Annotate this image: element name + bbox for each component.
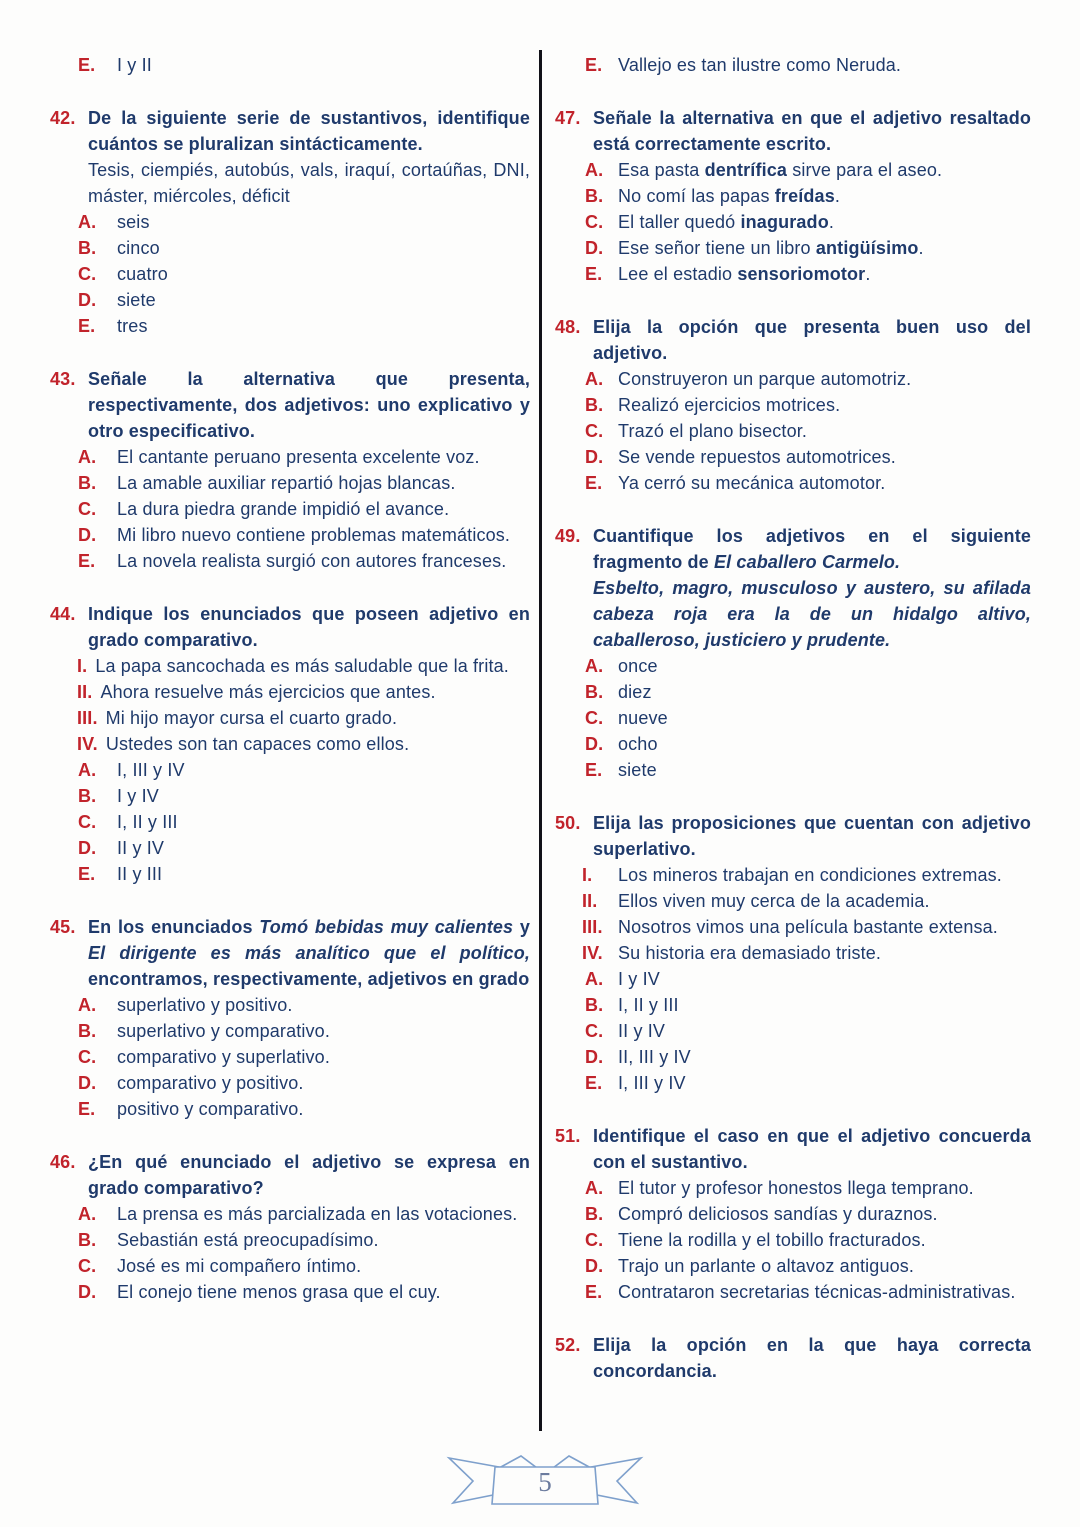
option-A (585, 366, 1031, 392)
option-text: Compró deliciosos sandías y duraznos. (618, 1204, 938, 1224)
roman-text: Nosotros vimos una película bastante extensa. (618, 917, 998, 937)
option-letter: B. (585, 1204, 604, 1224)
question-number: 52. (555, 1335, 581, 1355)
option-D (585, 731, 1031, 757)
option-text: Se vende repuestos automotrices. (618, 447, 896, 467)
roman-text: Ahora resuelve más ejercicios que antes. (100, 682, 436, 702)
option-E (585, 261, 1031, 287)
option-A (585, 1175, 1031, 1201)
roman-item-III (77, 705, 530, 731)
option-C (585, 1018, 1031, 1044)
roman-text: Mi hijo mayor cursa el cuarto grado. (105, 708, 398, 728)
left-column (50, 52, 530, 1305)
option-letter: B. (78, 1021, 97, 1041)
option-letter: E. (78, 864, 96, 884)
option-A (78, 444, 530, 470)
option-text: Trazó el plano bisector. (618, 421, 808, 441)
continued-option (555, 52, 1031, 78)
option-B (585, 183, 1031, 209)
option-B (78, 1227, 530, 1253)
option-letter: A. (585, 969, 604, 989)
option-letter: E. (585, 473, 603, 493)
option-D (78, 835, 530, 861)
question-stem: Elija la opción en la que haya correcta concordancia. (593, 1335, 1031, 1381)
option-A (78, 1201, 530, 1227)
question-number: 42. (50, 108, 76, 128)
question-42 (50, 105, 530, 339)
question-stem: En los enunciados Tomó bebidas muy calientes y El dirigente es más analítico que el político, encontramos, respectivamente, adjetivos en grado (88, 917, 531, 989)
option-letter: E. (78, 551, 96, 571)
page-number-ribbon (445, 1452, 645, 1510)
option-text: Construyeron un parque automotriz. (618, 369, 912, 389)
option-text: I y II (117, 55, 152, 75)
continued-option (50, 52, 530, 78)
option-A (78, 992, 530, 1018)
option-text: positivo y comparativo. (117, 1099, 304, 1119)
option-A (78, 757, 530, 783)
option-letter: D. (78, 1073, 97, 1093)
option-C (78, 261, 530, 287)
option-letter: E. (585, 760, 603, 780)
option-letter: A. (585, 160, 604, 180)
option-text: No comí las papas freídas. (618, 186, 841, 206)
option-E (78, 313, 530, 339)
roman-item-IV (77, 731, 530, 757)
option-text: cuatro (117, 264, 168, 284)
roman-item-II (77, 679, 530, 705)
option-text: II y IV (117, 838, 165, 858)
option-B (585, 1201, 1031, 1227)
option-letter: A. (78, 1204, 97, 1224)
option-B (585, 992, 1031, 1018)
roman-label: III. (582, 917, 603, 937)
option-E (585, 470, 1031, 496)
option-E (585, 1070, 1031, 1096)
question-paragraph: Tesis, ciempiés, autobús, vals, iraquí, cortaúñas, DNI, máster, miércoles, déficit (88, 160, 530, 206)
question-stem: Elija las proposiciones que cuentan con adjetivo superlativo. (593, 813, 1031, 859)
roman-text: Los mineros trabajan en condiciones extremas. (618, 865, 1002, 885)
question-number: 43. (50, 369, 76, 389)
option-text: II y III (117, 864, 163, 884)
option-text: superlativo y positivo. (117, 995, 293, 1015)
question-stem: Cuantifique los adjetivos en el siguiente fragmento de El caballero Carmelo. (593, 526, 1031, 572)
option-text: Ya cerró su mecánica automotor. (618, 473, 886, 493)
option-text: siete (618, 760, 657, 780)
question-number: 49. (555, 526, 581, 546)
option-letter: E. (585, 55, 603, 75)
option-letter: D. (78, 838, 97, 858)
option-text: tres (117, 316, 148, 336)
question-stem: Identifique el caso en que el adjetivo concuerda con el sustantivo. (593, 1126, 1031, 1172)
option-text: El tutor y profesor honestos llega temprano. (618, 1178, 974, 1198)
option-A (585, 157, 1031, 183)
option-D (585, 444, 1031, 470)
option-text: nueve (618, 708, 668, 728)
option-D (78, 287, 530, 313)
question-46 (50, 1149, 530, 1305)
option-letter: B. (585, 395, 604, 415)
option-text: I, III y IV (618, 1073, 686, 1093)
roman-item-II (582, 888, 1031, 914)
roman-text: La papa sancochada es más saludable que la frita. (95, 656, 509, 676)
option-letter: C. (78, 1256, 97, 1276)
option-letter: D. (78, 1282, 97, 1302)
option-D (78, 1279, 530, 1305)
option-D (585, 1044, 1031, 1070)
option-D (78, 522, 530, 548)
option-text: I, II y III (618, 995, 679, 1015)
question-number: 47. (555, 108, 581, 128)
option-letter: A. (78, 212, 97, 232)
option-text: cinco (117, 238, 160, 258)
option-text: El cantante peruano presenta excelente voz. (117, 447, 480, 467)
option-letter: B. (585, 995, 604, 1015)
option-E (78, 52, 530, 78)
roman-label: I. (77, 656, 88, 676)
question-45 (50, 914, 530, 1122)
option-letter: E. (78, 316, 96, 336)
option-B (78, 783, 530, 809)
option-letter: B. (78, 238, 97, 258)
option-E (585, 1279, 1031, 1305)
option-B (78, 235, 530, 261)
roman-item-I (582, 862, 1031, 888)
option-C (585, 418, 1031, 444)
option-text: Vallejo es tan ilustre como Neruda. (618, 55, 902, 75)
option-letter: A. (585, 369, 604, 389)
page-number: 5 (538, 1467, 552, 1497)
option-letter: D. (585, 1256, 604, 1276)
option-letter: B. (78, 473, 97, 493)
option-letter: A. (78, 760, 97, 780)
question-49 (555, 523, 1031, 783)
option-letter: B. (585, 682, 604, 702)
option-B (585, 679, 1031, 705)
option-letter: B. (78, 786, 97, 806)
option-letter: D. (78, 290, 97, 310)
question-stem: Señale la alternativa que presenta, respectivamente, dos adjetivos: uno explicativo y otro especificativo. (88, 369, 530, 441)
option-C (78, 809, 530, 835)
option-letter: A. (78, 447, 97, 467)
question-stem: Indique los enunciados que poseen adjetivo en grado comparativo. (88, 604, 530, 650)
option-text: ocho (618, 734, 658, 754)
option-letter: E. (585, 1073, 603, 1093)
roman-text: Su historia era demasiado triste. (618, 943, 882, 963)
option-A (585, 653, 1031, 679)
option-text: Tiene la rodilla y el tobillo fracturados. (618, 1230, 926, 1250)
roman-label: IV. (582, 943, 603, 963)
question-47 (555, 105, 1031, 287)
question-stem: De la siguiente serie de sustantivos, identifique cuántos se pluralizan sintácticamente. (88, 108, 530, 154)
option-C (585, 1227, 1031, 1253)
option-A (78, 209, 530, 235)
option-text: La dura piedra grande impidió el avance. (117, 499, 450, 519)
option-letter: D. (585, 734, 604, 754)
option-C (78, 496, 530, 522)
option-C (78, 1044, 530, 1070)
option-letter: D. (585, 1047, 604, 1067)
question-43 (50, 366, 530, 574)
option-text: El taller quedó inagurado. (618, 212, 834, 232)
question-number: 45. (50, 917, 76, 937)
option-text: diez (618, 682, 652, 702)
option-C (585, 209, 1031, 235)
option-text: comparativo y positivo. (117, 1073, 304, 1093)
option-letter: A. (78, 995, 97, 1015)
roman-label: I. (582, 865, 593, 885)
column-divider (539, 50, 542, 1431)
question-51 (555, 1123, 1031, 1305)
question-50 (555, 810, 1031, 1096)
option-text: Lee el estadio sensoriomotor. (618, 264, 871, 284)
option-C (78, 1253, 530, 1279)
question-44 (50, 601, 530, 887)
option-text: Contrataron secretarias técnicas-administrativas. (618, 1282, 1016, 1302)
option-text: I, III y IV (117, 760, 185, 780)
roman-label: III. (77, 708, 98, 728)
question-48 (555, 314, 1031, 496)
option-E (78, 548, 530, 574)
option-letter: E. (78, 55, 96, 75)
option-text: La amable auxiliar repartió hojas blancas. (117, 473, 456, 493)
option-text: II, III y IV (618, 1047, 691, 1067)
option-text: superlativo y comparativo. (117, 1021, 330, 1041)
option-letter: D. (78, 525, 97, 545)
option-A (585, 966, 1031, 992)
option-letter: C. (78, 499, 97, 519)
option-letter: B. (585, 186, 604, 206)
option-text: José es mi compañero íntimo. (117, 1256, 362, 1276)
option-D (585, 235, 1031, 261)
option-letter: E. (78, 1099, 96, 1119)
option-text: siete (117, 290, 156, 310)
option-E (78, 1096, 530, 1122)
roman-text: Ustedes son tan capaces como ellos. (105, 734, 410, 754)
option-text: I, II y III (117, 812, 178, 832)
option-text: La novela realista surgió con autores franceses. (117, 551, 507, 571)
option-E (585, 52, 1031, 78)
question-stem: Elija la opción que presenta buen uso del adjetivo. (593, 317, 1031, 363)
option-letter: C. (78, 264, 97, 284)
question-52 (555, 1332, 1031, 1384)
question-number: 44. (50, 604, 76, 624)
option-text: comparativo y superlativo. (117, 1047, 330, 1067)
option-text: Sebastián está preocupadísimo. (117, 1230, 379, 1250)
option-letter: C. (585, 1230, 604, 1250)
roman-label: II. (77, 682, 93, 702)
option-text: seis (117, 212, 150, 232)
option-B (78, 470, 530, 496)
option-letter: D. (585, 447, 604, 467)
option-D (78, 1070, 530, 1096)
option-letter: C. (585, 708, 604, 728)
question-number: 50. (555, 813, 581, 833)
option-letter: A. (585, 656, 604, 676)
option-text: II y IV (618, 1021, 666, 1041)
option-letter: C. (585, 1021, 604, 1041)
roman-item-I (77, 653, 530, 679)
option-text: El conejo tiene menos grasa que el cuy. (117, 1282, 441, 1302)
option-letter: D. (585, 238, 604, 258)
option-letter: A. (585, 1178, 604, 1198)
option-text: Ese señor tiene un libro antigüísimo. (618, 238, 924, 258)
option-text: I y IV (117, 786, 159, 806)
question-stem: Señale la alternativa en que el adjetivo resaltado está correctamente escrito. (593, 108, 1031, 154)
option-letter: E. (585, 1282, 603, 1302)
question-number: 51. (555, 1126, 581, 1146)
option-letter: C. (78, 1047, 97, 1067)
option-letter: C. (585, 421, 604, 441)
roman-item-IV (582, 940, 1031, 966)
roman-label: II. (582, 891, 598, 911)
question-number: 48. (555, 317, 581, 337)
roman-item-III (582, 914, 1031, 940)
roman-label: IV. (77, 734, 98, 754)
question-stem: ¿En qué enunciado el adjetivo se expresa en grado comparativo? (88, 1152, 530, 1198)
question-number: 46. (50, 1152, 76, 1172)
question-paragraph: Esbelto, magro, musculoso y austero, su afilada cabeza roja era la de un hidalgo altivo, caballeroso, justiciero y prudente. (593, 578, 1031, 650)
option-B (78, 1018, 530, 1044)
option-text: La prensa es más parcializada en las votaciones. (117, 1204, 518, 1224)
option-letter: B. (78, 1230, 97, 1250)
option-E (78, 861, 530, 887)
right-column (555, 52, 1031, 1384)
option-letter: C. (585, 212, 604, 232)
option-text: once (618, 656, 658, 676)
option-text: Esa pasta dentrífica sirve para el aseo. (618, 160, 943, 180)
option-letter: C. (78, 812, 97, 832)
option-text: Mi libro nuevo contiene problemas matemáticos. (117, 525, 511, 545)
option-text: Trajo un parlante o altavoz antiguos. (618, 1256, 915, 1276)
option-E (585, 757, 1031, 783)
option-letter: E. (585, 264, 603, 284)
option-D (585, 1253, 1031, 1279)
option-B (585, 392, 1031, 418)
option-text: I y IV (618, 969, 660, 989)
option-C (585, 705, 1031, 731)
roman-text: Ellos viven muy cerca de la academia. (618, 891, 930, 911)
option-text: Realizó ejercicios motrices. (618, 395, 841, 415)
